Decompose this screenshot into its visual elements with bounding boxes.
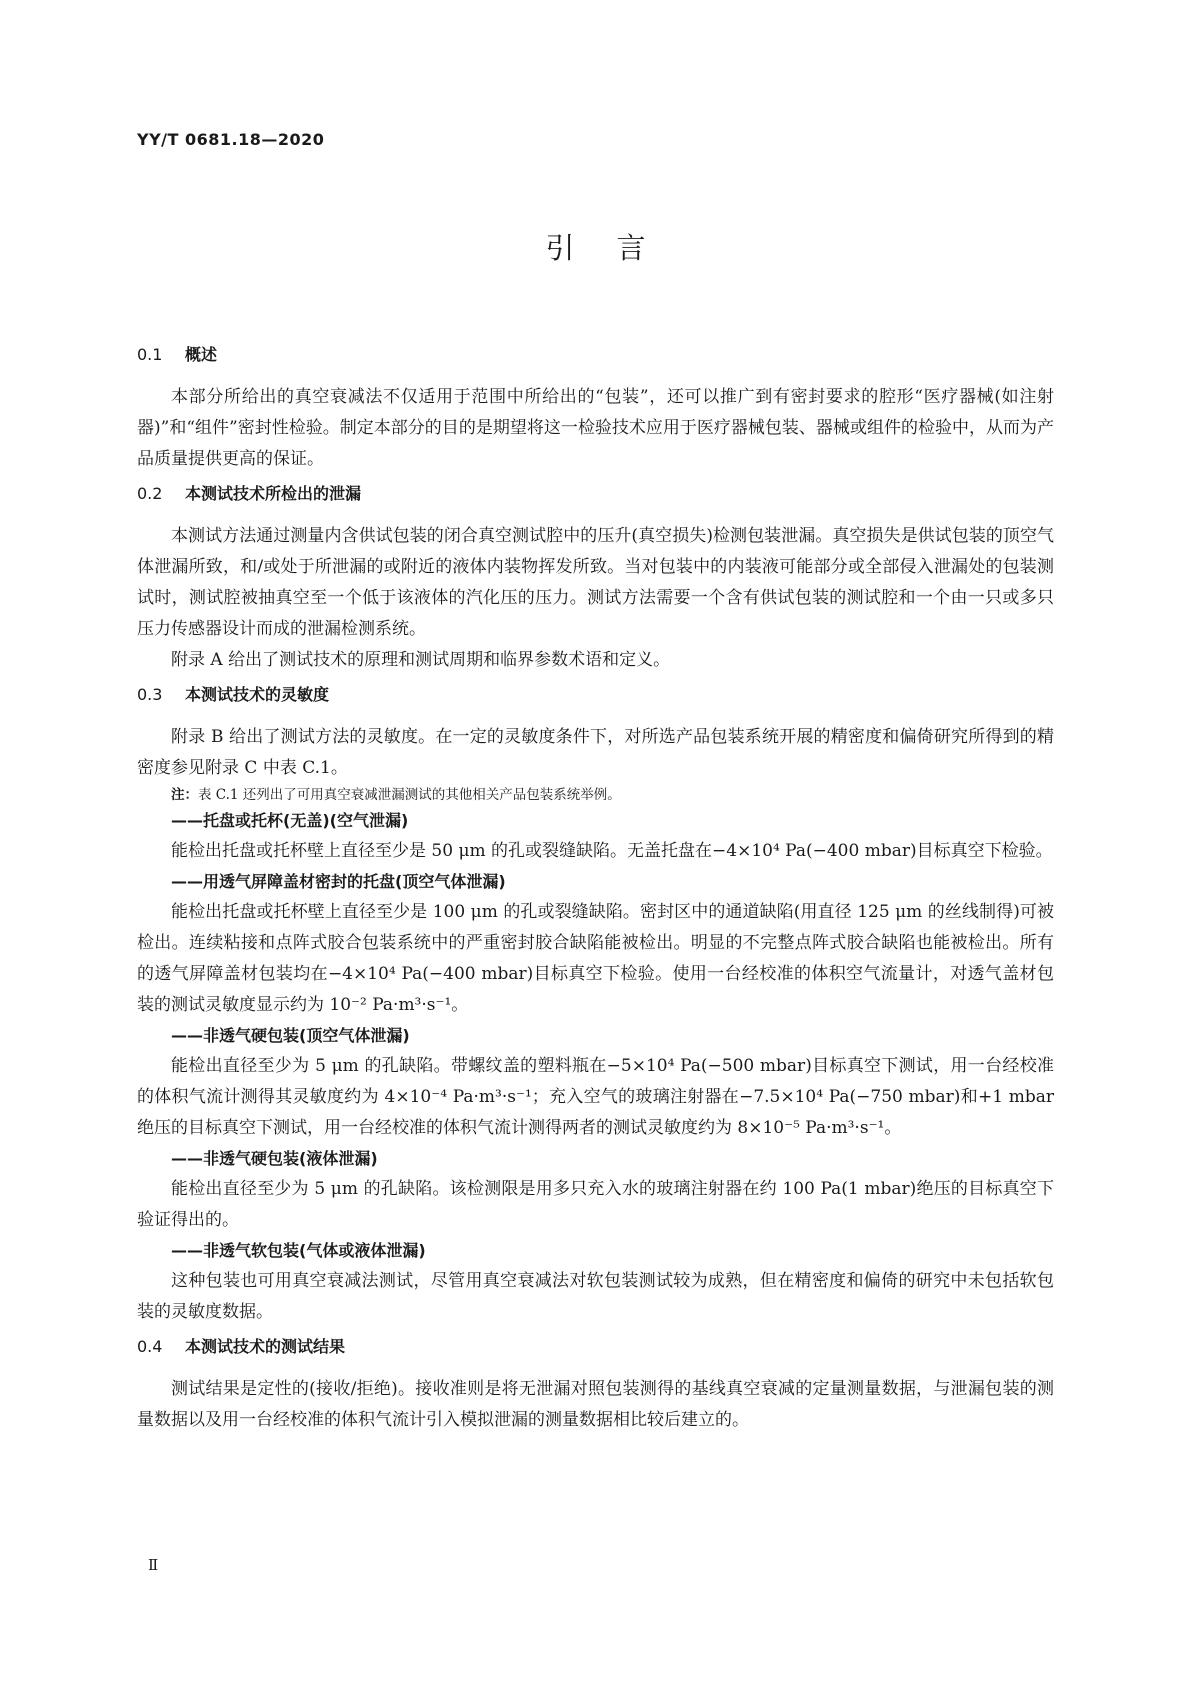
page-number: Ⅱ [148,1556,159,1574]
list-item-text: 能检出直径至少为 5 μm 的孔缺陷。带螺纹盖的塑料瓶在−5×10⁴ Pa(−500 mbar)目标真空下测试，用一台经校准的体积气流计测得其灵敏度约为 4×10⁻⁴ Pa·m³·s⁻¹；充入空气的玻璃注射器在−7.5×10⁴ Pa(−750 mbar)和+1 mbar 绝压的目标真空下测试，用一台经校准的体积气流计测得两者的测试灵敏度约为 8×10⁻⁵ Pa·m³·s⁻¹。 [137,1056,1054,1138]
section-title: 本测试技术的测试结果 [185,1337,346,1356]
section-number: 0.2 [137,484,163,503]
section-heading-0-3 [137,680,1054,710]
list-item-title: ——托盘或托杯(无盖)(空气泄漏) [171,811,409,830]
section-heading-0-2 [137,479,1054,509]
paragraph: 附录 B 给出了测试方法的灵敏度。在一定的灵敏度条件下，对所选产品包装系统开展的精密度和偏倚研究所得到的精密度参见附录 C 中表 C.1。 [137,727,1054,778]
paragraph: 附录 A 给出了测试技术的原理和测试周期和临界参数术语和定义。 [171,650,671,670]
section-heading-0-1 [137,340,1054,370]
section-number: 0.3 [137,685,163,704]
section-title: 本测试技术的灵敏度 [185,685,330,704]
section-title: 概述 [185,345,218,364]
note-label: 注： [171,787,198,803]
list-item-title: ——用透气屏障盖材密封的托盘(顶空气体泄漏) [171,872,506,891]
paragraph: 本测试方法通过测量内含供试包装的闭合真空测试腔中的压升(真空损失)检测包装泄漏。真空损失是供试包装的顶空气体泄漏所致，和/或处于所泄漏的或附近的液体内装物挥发所致。当对包装中的内装液可能部分或全部侵入泄漏处的包装测试时，测试腔被抽真空至一个低于该液体的汽化压的压力。测试方法需要一个含有供试包装的测试腔和一个由一只或多只压力传感器设计而成的泄漏检测系统。 [137,526,1054,639]
note [137,784,1054,806]
list-item-text: 能检出直径至少为 5 μm 的孔缺陷。该检测限是用多只充入水的玻璃注射器在约 100 Pa(1 mbar)绝压的目标真空下验证得出的。 [137,1179,1054,1230]
section-heading-0-4 [137,1332,1054,1362]
standard-code: YY/T 0681.18—2020 [137,130,325,149]
page-title: 引言 [545,231,688,265]
paragraph: 测试结果是定性的(接收/拒绝)。接收准则是将无泄漏对照包装测得的基线真空衰减的定量测量数据，与泄漏包装的测量数据以及用一台经校准的体积气流计引入模拟泄漏的测量数据相比较后建立的。 [137,1379,1054,1430]
section-title: 本测试技术所检出的泄漏 [185,484,362,503]
list-item-title: ——非透气硬包装(液体泄漏) [171,1149,378,1168]
list-item-text: 能检出托盘或托杯壁上直径至少是 50 μm 的孔或裂缝缺陷。无盖托盘在−4×10⁴ Pa(−400 mbar)目标真空下检验。 [171,841,1053,861]
paragraph: 本部分所给出的真空衰减法不仅适用于范围中所给出的“包装”，还可以推广到有密封要求的腔形“医疗器械(如注射器)”和“组件”密封性检验。制定本部分的目的是期望将这一检验技术应用于医疗器械包装、器械或组件的检验中，从而为产品质量提供更高的保证。 [137,387,1054,469]
list-item-text: 这种包装也可用真空衰减法测试，尽管用真空衰减法对软包装测试较为成熟，但在精密度和偏倚的研究中未包括软包装的灵敏度数据。 [137,1271,1054,1322]
note-text: 表 C.1 还列出了可用真空衰减泄漏测试的其他相关产品包装系统举例。 [198,787,621,803]
list-item-text: 能检出托盘或托杯壁上直径至少是 100 μm 的孔或裂缝缺陷。密封区中的通道缺陷(用直径 125 μm 的丝线制得)可被检出。连续粘接和点阵式胶合包装系统中的严重密封胶合缺陷能被检出。明显的不完整点阵式胶合缺陷也能被检出。所有的透气屏障盖材包装均在−4×10⁴ Pa(−400 mbar)目标真空下检验。使用一台经校准的体积空气流量计，对透气盖材包装的测试灵敏度显示约为 10⁻² Pa·m³·s⁻¹。 [137,902,1054,1015]
main-content [137,340,1054,1436]
list-item-title: ——非透气硬包装(顶空气体泄漏) [171,1026,410,1045]
section-number: 0.4 [137,1337,163,1356]
section-number: 0.1 [137,345,163,364]
list-item-title: ——非透气软包装(气体或液体泄漏) [171,1241,426,1260]
